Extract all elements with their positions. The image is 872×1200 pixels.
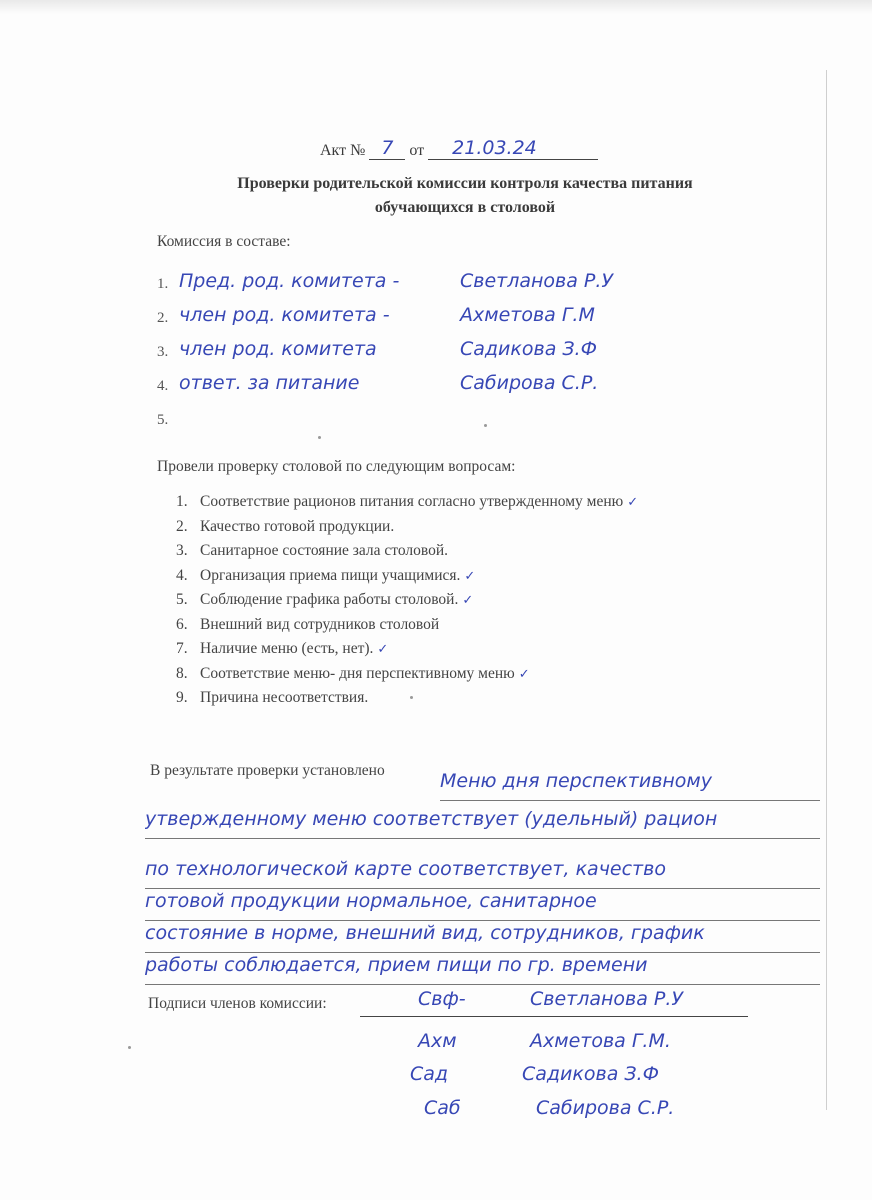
question-number: 2. (176, 517, 188, 535)
member-number: 2. (157, 310, 169, 326)
question-text: Организация приема пищи учащимися. (200, 566, 461, 584)
checkmark-icon: ✓ (464, 568, 476, 584)
member-name: Светланова Р.У (460, 270, 614, 292)
question-text: Санитарное состояние зала столовой. (200, 542, 449, 559)
scan-speck (128, 1046, 131, 1049)
signature-mark: Ахм (418, 1030, 457, 1052)
question-item (176, 493, 638, 518)
member-role: ответ. за питание (179, 372, 360, 394)
checkmark-icon: ✓ (518, 666, 530, 682)
signature-underline (360, 1016, 748, 1017)
result-line: Меню дня перспективному (440, 770, 820, 801)
signature-name: Сабирова С.Р. (536, 1097, 675, 1119)
member-number: 4. (157, 378, 169, 394)
question-number: 1. (176, 493, 188, 510)
result-label: В результате проверки установлено (150, 762, 385, 779)
member-row (157, 404, 717, 438)
member-row (157, 336, 717, 370)
signature-entry (410, 1063, 659, 1085)
signature-entry (424, 1097, 674, 1119)
question-number: 4. (176, 566, 188, 584)
signature-mark: Сад (410, 1063, 449, 1085)
document-title-line1: Проверки родительской комиссии контроля качества питания (237, 175, 693, 192)
act-date: 21.03.24 (428, 137, 598, 160)
scan-edge-line (826, 70, 827, 1110)
member-row (157, 302, 717, 336)
member-role: Пред. род. комитета - (179, 270, 400, 292)
member-role: член род. комитета (179, 338, 377, 360)
act-prefix: Акт № (320, 142, 366, 159)
checkmark-icon: ✓ (462, 593, 474, 608)
question-item (176, 591, 638, 616)
scan-top-shadow (0, 0, 872, 14)
question-number: 6. (176, 615, 188, 633)
commission-label: Комиссия в составе: (157, 233, 291, 250)
question-item (176, 689, 638, 714)
question-number: 7. (176, 640, 188, 657)
signatures-label: Подписи членов комиссии: (148, 995, 327, 1012)
question-item (176, 616, 638, 641)
member-number: 1. (157, 276, 169, 292)
member-row (157, 370, 717, 404)
date-prefix: от (409, 142, 425, 159)
question-item (176, 518, 638, 543)
act-heading (320, 137, 598, 160)
signature-entry (418, 1030, 671, 1052)
question-number: 9. (176, 689, 188, 706)
member-name: Сабирова С.Р. (460, 372, 599, 394)
signature-mark: Свф- (418, 988, 466, 1010)
member-number: 5. (157, 412, 169, 428)
question-number: 5. (176, 591, 188, 608)
member-name: Ахметова Г.М (460, 304, 595, 326)
commission-members-list (157, 268, 717, 438)
act-number: 7 (369, 137, 405, 160)
member-row (157, 268, 717, 302)
question-number: 3. (176, 542, 188, 559)
question-item (176, 542, 638, 567)
signature-name: Ахметова Г.М. (530, 1030, 671, 1052)
signature-name: Садикова З.Ф (522, 1063, 659, 1085)
questions-label: Провели проверку столовой по следующим вопросам: (157, 458, 516, 475)
checkmark-icon: ✓ (377, 642, 389, 657)
result-line: утвержденному меню соответствует (удельный) рацион (145, 808, 820, 839)
signature-name: Светланова Р.У (530, 988, 684, 1010)
question-text: Качество готовой продукции. (200, 517, 395, 535)
member-role: член род. комитета - (179, 304, 390, 326)
question-item (176, 665, 638, 690)
checkmark-icon: ✓ (627, 495, 639, 510)
result-line: по технологической карте соответствует, качество (145, 858, 820, 889)
member-number: 3. (157, 344, 169, 360)
question-item (176, 567, 638, 592)
question-number: 8. (176, 664, 188, 682)
question-text: Соблюдение графика работы столовой. (200, 591, 459, 608)
question-text: Внешний вид сотрудников столовой (200, 615, 440, 633)
document-title-line2: обучающихся в столовой (374, 199, 556, 216)
question-text: Причина несоответствия. (200, 689, 369, 706)
result-line: работы соблюдается, прием пищи по гр. времени (145, 954, 820, 985)
signature-entry (418, 988, 683, 1010)
question-text: Соответствие рационов питания согласно утвержденному меню (200, 493, 624, 510)
question-item (176, 640, 638, 665)
result-line: готовой продукции нормальное, санитарное (145, 890, 820, 921)
member-name: Садикова З.Ф (460, 338, 597, 360)
result-line: состояние в норме, внешний вид, сотрудников, график (145, 922, 820, 953)
questions-list (176, 493, 638, 714)
question-text: Соответствие меню- дня перспективному меню (200, 664, 515, 682)
signature-mark: Саб (424, 1097, 461, 1119)
question-text: Наличие меню (есть, нет). (200, 640, 374, 657)
